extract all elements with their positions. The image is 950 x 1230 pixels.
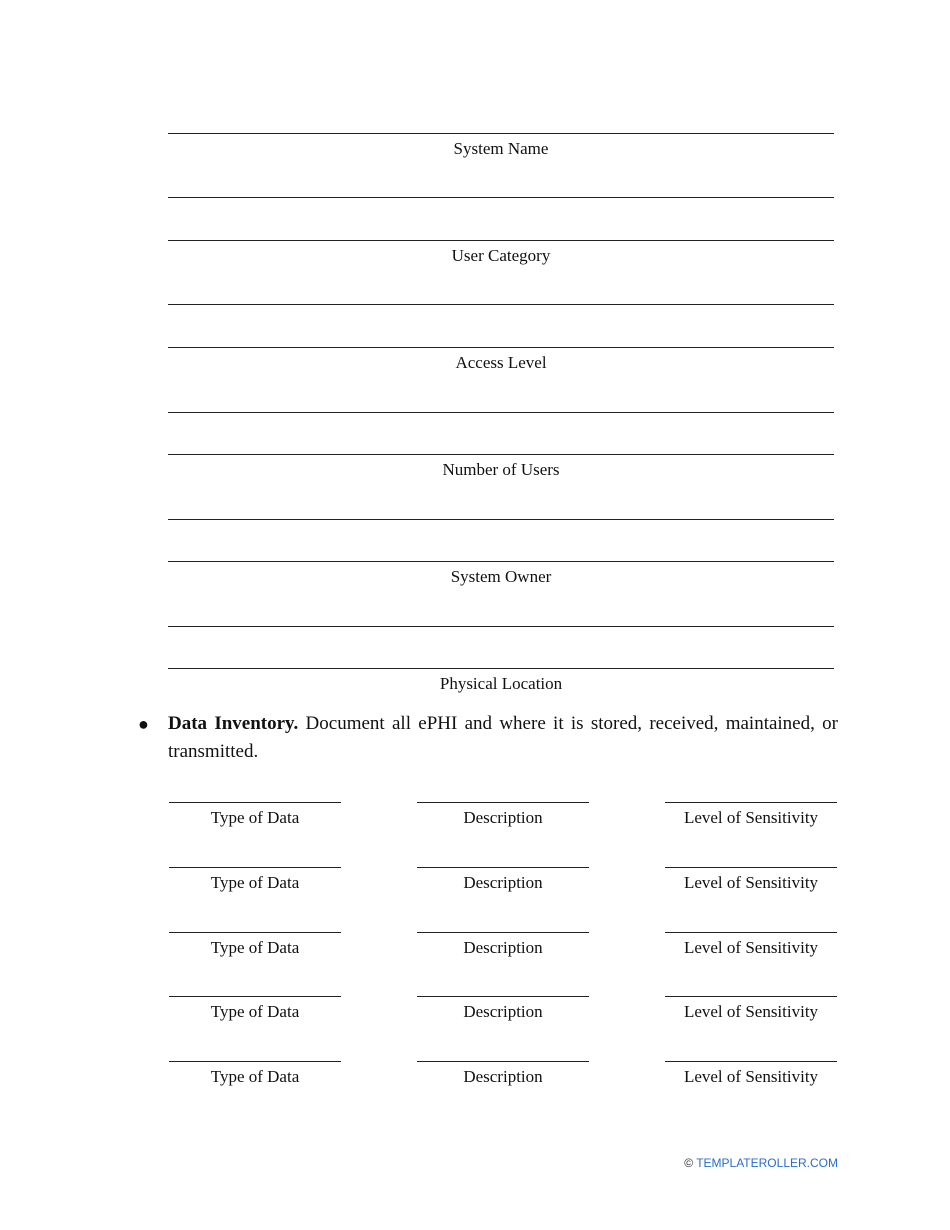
description-label: Description (463, 808, 543, 827)
user-category-input-line[interactable] (168, 240, 834, 241)
type-of-data-input-line[interactable] (169, 932, 341, 933)
data-inventory-heading: Data Inventory. (168, 713, 299, 734)
description-input-line[interactable] (417, 996, 589, 997)
system-owner-label: System Owner (450, 567, 552, 586)
data-inventory-text: Document all ePHI and where it is stored, received, maintained, or transmitted. (168, 713, 838, 762)
physical-location-label: Physical Location (439, 674, 563, 693)
sensitivity-input-line[interactable] (665, 1061, 837, 1062)
sensitivity-input-line[interactable] (665, 867, 837, 868)
description-input-line[interactable] (417, 867, 589, 868)
bullet-icon: ● (138, 714, 149, 734)
user-category-extra-line[interactable] (168, 304, 834, 305)
user-category-label: User Category (451, 246, 551, 265)
type-of-data-label: Type of Data (210, 1002, 300, 1021)
type-of-data-label: Type of Data (210, 808, 300, 827)
system-name-input-line[interactable] (168, 133, 834, 134)
number-of-users-label: Number of Users (442, 460, 560, 479)
description-input-line[interactable] (417, 1061, 589, 1062)
type-of-data-label: Type of Data (210, 873, 300, 892)
physical-location-input-line[interactable] (168, 668, 834, 669)
type-of-data-input-line[interactable] (169, 996, 341, 997)
type-of-data-input-line[interactable] (169, 867, 341, 868)
type-of-data-input-line[interactable] (169, 1061, 341, 1062)
sensitivity-input-line[interactable] (665, 802, 837, 803)
system-name-label: System Name (453, 139, 549, 158)
access-level-input-line[interactable] (168, 347, 834, 348)
level-of-sensitivity-label: Level of Sensitivity (683, 938, 819, 957)
system-owner-extra-line[interactable] (168, 626, 834, 627)
description-label: Description (463, 938, 543, 957)
access-level-label: Access Level (455, 353, 547, 372)
templateroller-link[interactable]: TEMPLATEROLLER.COM (696, 1156, 838, 1170)
number-of-users-input-line[interactable] (168, 454, 834, 455)
sensitivity-input-line[interactable] (665, 932, 837, 933)
system-owner-input-line[interactable] (168, 561, 834, 562)
footer-copyright (684, 1156, 838, 1170)
level-of-sensitivity-label: Level of Sensitivity (683, 873, 819, 892)
description-input-line[interactable] (417, 932, 589, 933)
description-label: Description (463, 1067, 543, 1086)
level-of-sensitivity-label: Level of Sensitivity (683, 1067, 819, 1086)
description-input-line[interactable] (417, 802, 589, 803)
level-of-sensitivity-label: Level of Sensitivity (683, 808, 819, 827)
description-label: Description (463, 1002, 543, 1021)
type-of-data-label: Type of Data (210, 938, 300, 957)
system-name-extra-line[interactable] (168, 197, 834, 198)
copyright-symbol: © (684, 1156, 694, 1170)
sensitivity-input-line[interactable] (665, 996, 837, 997)
level-of-sensitivity-label: Level of Sensitivity (683, 1002, 819, 1021)
description-label: Description (463, 873, 543, 892)
access-level-extra-line[interactable] (168, 412, 834, 413)
number-of-users-extra-line[interactable] (168, 519, 834, 520)
type-of-data-label: Type of Data (210, 1067, 300, 1086)
type-of-data-input-line[interactable] (169, 802, 341, 803)
data-inventory-paragraph (168, 710, 838, 766)
